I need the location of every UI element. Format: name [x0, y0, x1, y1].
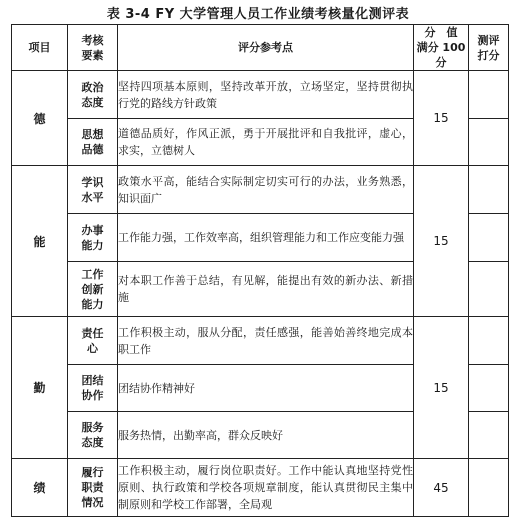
element-cell: 履行 职责 情况 — [68, 459, 118, 517]
table-row — [12, 71, 509, 119]
criteria-cell: 坚持四项基本原则，坚持改革开放，立场坚定，坚持贯彻执行党的路线方针政策 — [118, 71, 414, 119]
rating-cell[interactable] — [469, 317, 509, 365]
element-cell: 工作 创新 能力 — [68, 262, 118, 317]
criteria-cell: 对本职工作善于总结，有见解，能提出有效的新办法、新措施 — [118, 262, 414, 317]
element-cell: 责任 心 — [68, 317, 118, 365]
element-cell: 团结 协作 — [68, 365, 118, 412]
criteria-cell: 工作积极主动，服从分配，责任感强，能善始善终地完成本职工作 — [118, 317, 414, 365]
table-row — [12, 317, 509, 365]
criteria-cell: 团结协作精神好 — [118, 365, 414, 412]
item-cell: 能 — [12, 166, 68, 317]
criteria-cell: 服务热情，出勤率高，群众反映好 — [118, 412, 414, 459]
evaluation-table — [11, 24, 509, 517]
element-cell: 政治 态度 — [68, 71, 118, 119]
rating-cell[interactable] — [469, 365, 509, 412]
score-cell: 15 — [414, 166, 469, 317]
element-cell: 思想 品德 — [68, 119, 118, 166]
header-row — [12, 25, 509, 71]
header-element: 考核 要素 — [68, 25, 118, 71]
rating-cell[interactable] — [469, 166, 509, 214]
element-cell: 办事 能力 — [68, 214, 118, 262]
criteria-cell: 工作能力强，工作效率高，组织管理能力和工作应变能力强 — [118, 214, 414, 262]
element-cell: 学识 水平 — [68, 166, 118, 214]
rating-cell[interactable] — [469, 459, 509, 517]
table-title: 表 3-4 FY 大学管理人员工作业绩考核量化测评表 — [106, 7, 410, 22]
rating-cell[interactable] — [469, 119, 509, 166]
rating-cell[interactable] — [469, 412, 509, 459]
table-row — [12, 166, 509, 214]
header-score: 分 值 满分 100 分 — [414, 25, 469, 71]
score-cell: 15 — [414, 317, 469, 459]
rating-cell[interactable] — [469, 71, 509, 119]
rating-cell[interactable] — [469, 262, 509, 317]
score-cell: 45 — [414, 459, 469, 517]
rating-cell[interactable] — [469, 214, 509, 262]
item-cell: 德 — [12, 71, 68, 166]
header-criteria: 评分参考点 — [118, 25, 414, 71]
criteria-cell: 政策水平高，能结合实际制定切实可行的办法，业务熟悉，知识面广 — [118, 166, 414, 214]
item-cell: 绩 — [12, 459, 68, 517]
header-rating: 测评 打分 — [469, 25, 509, 71]
score-cell: 15 — [414, 71, 469, 166]
item-cell: 勤 — [12, 317, 68, 459]
element-cell: 服务 态度 — [68, 412, 118, 459]
criteria-cell: 工作积极主动，履行岗位职责好。工作中能认真地坚持党性原则、执行政策和学校各项规章制度，能认真贯彻民主集中制原则和学校工作部署，全局观 — [118, 459, 414, 517]
header-item: 项目 — [12, 25, 68, 71]
table-row — [12, 459, 509, 517]
criteria-cell: 道德品质好，作风正派，勇于开展批评和自我批评，虚心，求实，立德树人 — [118, 119, 414, 166]
